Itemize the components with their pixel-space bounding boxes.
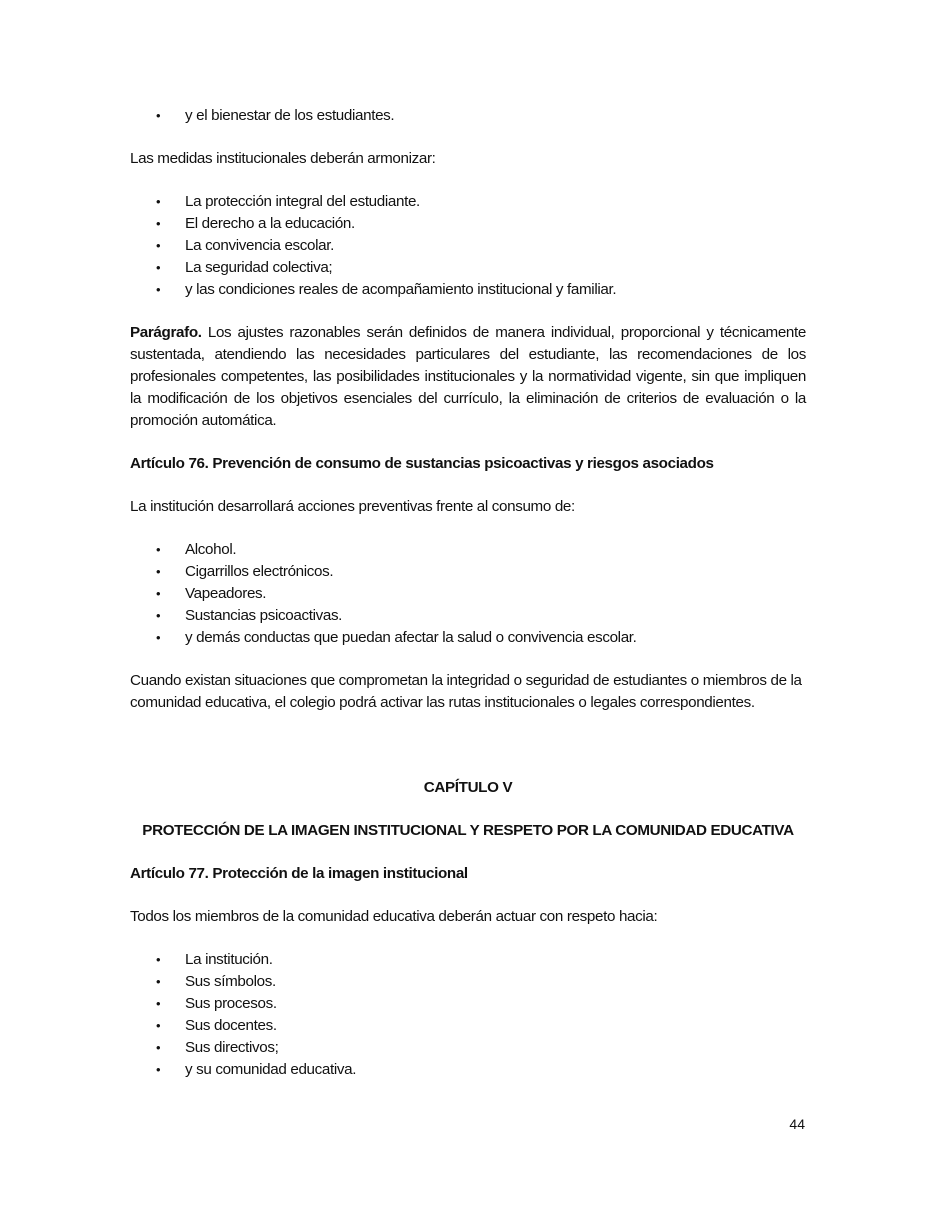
- bullet-icon: •: [156, 260, 161, 275]
- list-item: • La convivencia escolar.: [130, 235, 806, 257]
- list-item: • y el bienestar de los estudiantes.: [130, 105, 806, 127]
- chapter-title: CAPÍTULO V: [423, 779, 513, 796]
- bullet-icon: •: [156, 586, 161, 601]
- bullet-list-top: [130, 105, 806, 127]
- chapter-subtitle: PROTECCIÓN DE LA IMAGEN INSTITUCIONAL Y RESPETO POR LA COMUNIDAD EDUCATIVA: [142, 822, 794, 839]
- list-item: • y su comunidad educativa.: [130, 1059, 806, 1081]
- bullet-icon: •: [156, 238, 161, 253]
- bullet-icon: •: [156, 974, 161, 989]
- list-item: • Sus directivos;: [130, 1037, 806, 1059]
- list-item: • y demás conductas que puedan afectar la salud o convivencia escolar.: [130, 627, 806, 649]
- bullet-icon: •: [156, 108, 161, 123]
- paragrafo-paragraph: [130, 322, 806, 432]
- article-76-closing: Cuando existan situaciones que comprometan la integridad o seguridad de estudiantes o miembros de la comunidad educativa, el colegio podrá activar las rutas institucionales o legales correspondientes.: [130, 672, 802, 711]
- bullet-icon: •: [156, 630, 161, 645]
- paragrafo-label: Parágrafo.: [130, 324, 202, 341]
- page-number: 44: [789, 1116, 805, 1132]
- list-item: • El derecho a la educación.: [130, 213, 806, 235]
- list-item: • La protección integral del estudiante.: [130, 191, 806, 213]
- bullet-icon: •: [156, 1040, 161, 1055]
- bullet-icon: •: [156, 282, 161, 297]
- paragrafo-text: Los ajustes razonables serán definidos de manera individual, proporcional y técnicamente sustentada, atendiendo las necesidades particulares del estudiante, las recomendaciones de los profesionales competentes, las posibilidades institucionales y la normatividad vigente, sin que impliquen la modificación de los objetivos esenciales del currículo, la eliminación de criterios de evaluación o la promoción automática.: [130, 324, 806, 429]
- bullet-icon: •: [156, 1018, 161, 1033]
- article-76-intro: La institución desarrollará acciones preventivas frente al consumo de:: [130, 498, 575, 515]
- harmonize-intro: Las medidas institucionales deberán armonizar:: [130, 150, 436, 167]
- list-item: • Vapeadores.: [130, 583, 806, 605]
- bullet-list-respect: [130, 949, 806, 1081]
- document-page: [130, 105, 806, 1081]
- list-item: • Sus procesos.: [130, 993, 806, 1015]
- list-item: • y las condiciones reales de acompañamiento institucional y familiar.: [130, 279, 806, 301]
- bullet-icon: •: [156, 542, 161, 557]
- list-item: • Sus docentes.: [130, 1015, 806, 1037]
- list-item: • Cigarrillos electrónicos.: [130, 561, 806, 583]
- list-item: • La seguridad colectiva;: [130, 257, 806, 279]
- article-76-heading: Artículo 76. Prevención de consumo de sustancias psicoactivas y riesgos asociados: [130, 455, 714, 472]
- bullet-icon: •: [156, 216, 161, 231]
- bullet-icon: •: [156, 996, 161, 1011]
- list-item: • Sus símbolos.: [130, 971, 806, 993]
- list-item: • Alcohol.: [130, 539, 806, 561]
- bullet-icon: •: [156, 1062, 161, 1077]
- bullet-icon: •: [156, 608, 161, 623]
- bullet-icon: •: [156, 952, 161, 967]
- list-item: • La institución.: [130, 949, 806, 971]
- list-item: • Sustancias psicoactivas.: [130, 605, 806, 627]
- bullet-list-substances: [130, 539, 806, 649]
- article-77-intro: Todos los miembros de la comunidad educativa deberán actuar con respeto hacia:: [130, 908, 658, 925]
- bullet-list-harmonize: [130, 191, 806, 301]
- article-77-heading: Artículo 77. Protección de la imagen institucional: [130, 865, 468, 882]
- bullet-icon: •: [156, 194, 161, 209]
- bullet-icon: •: [156, 564, 161, 579]
